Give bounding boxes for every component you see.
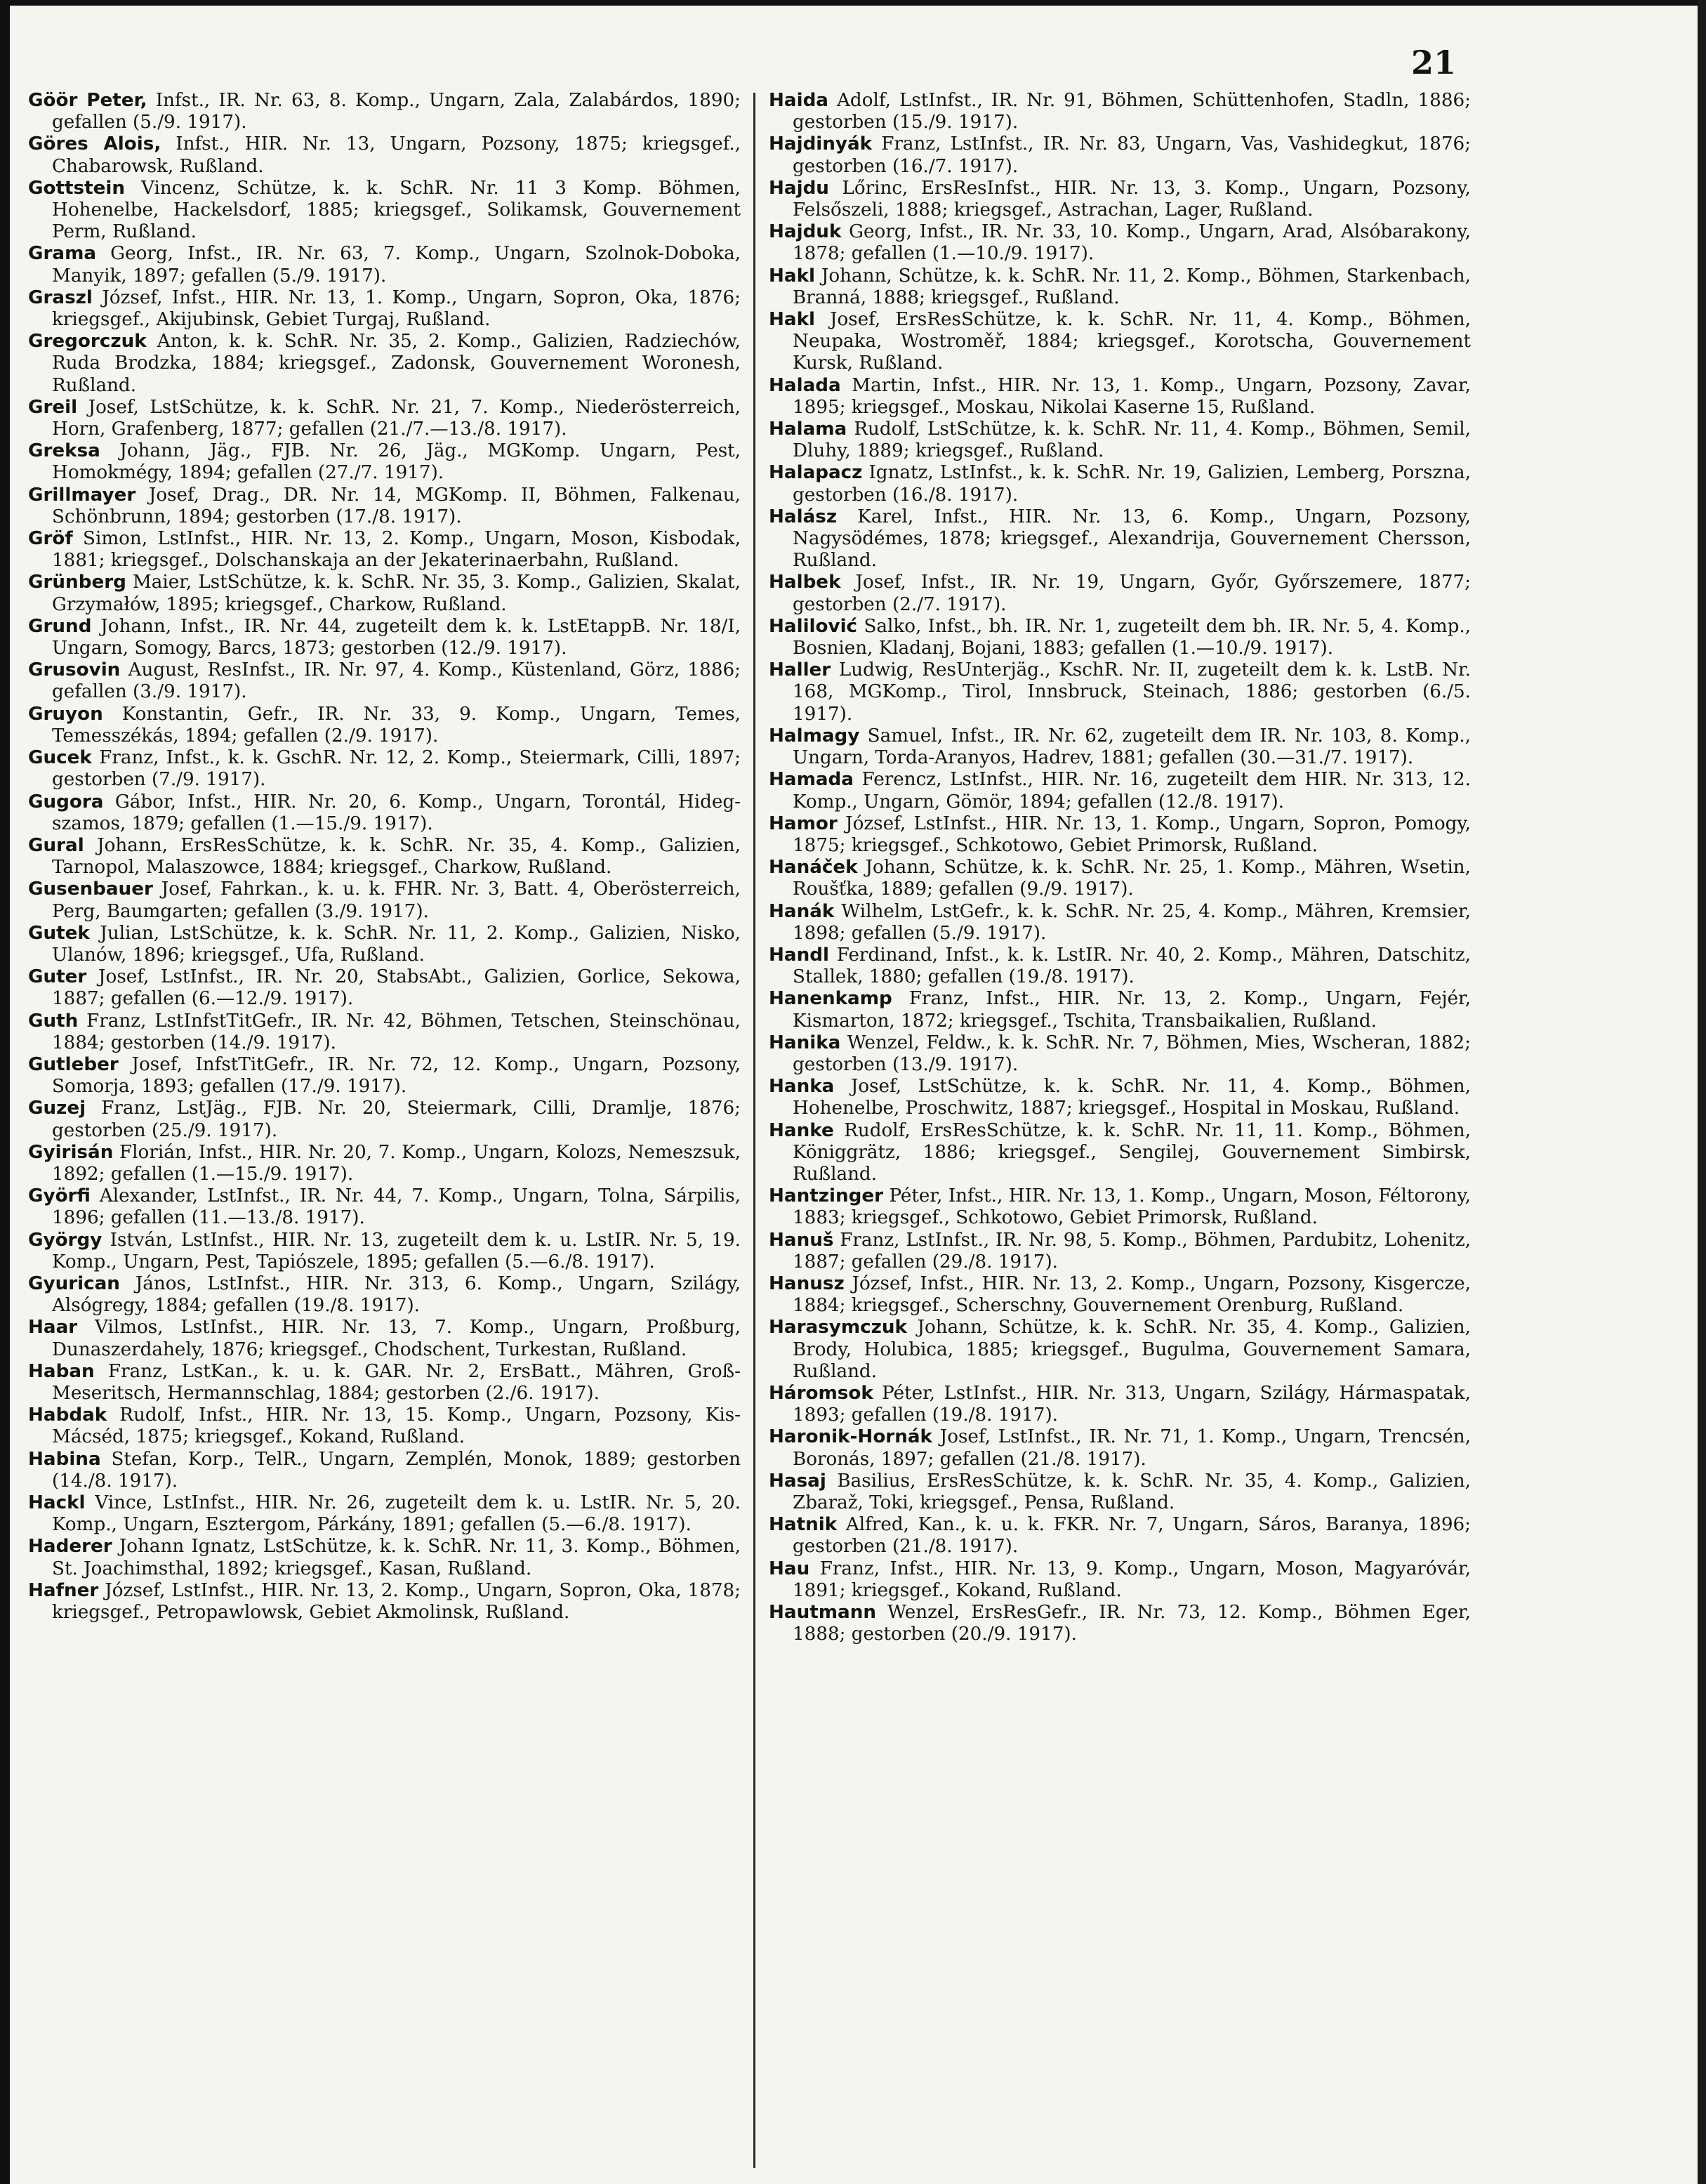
entry-name: Harasymczuk bbox=[769, 1317, 907, 1338]
casualty-entry bbox=[28, 178, 741, 244]
casualty-entry bbox=[769, 1471, 1471, 1514]
casualty-entry bbox=[769, 265, 1471, 309]
entry-details: Ludwig, ResUnterjäg., KschR. Nr. II, zugeteilt dem k. k. LstB. Nr. 168, MGKomp., Tirol, Innsbruck, Steinach, 1886; gestorben (6./5. 1917). bbox=[793, 659, 1471, 725]
entry-name: Hanke bbox=[769, 1119, 834, 1141]
entry-details: József, Infst., HIR. Nr. 13, 1. Komp., Ungarn, Sopron, Oka, 1876; kriegsgef., Akijubinsk, Gebiet Turgaj, Rußland. bbox=[52, 287, 741, 331]
entry-name: Gruyon bbox=[28, 703, 103, 725]
entry-details: Josef, LstInfst., IR. Nr. 20, StabsAbt., Galizien, Gorlice, Sekowa, 1887; gefallen (6.—12./9. 1917). bbox=[52, 966, 741, 1010]
casualty-entry bbox=[769, 857, 1471, 900]
casualty-entry bbox=[28, 90, 741, 133]
casualty-entry bbox=[28, 287, 741, 331]
entry-details: Florián, Infst., HIR. Nr. 20, 7. Komp., Ungarn, Kolozs, Nemeszsuk, 1892; gefallen (1.—15./9. 1917). bbox=[52, 1141, 741, 1185]
entry-details: Vilmos, LstInfst., HIR. Nr. 13, 7. Komp., Ungarn, Proßburg, Dunaszerdahely, 1876; kriegsgef., Chodschent, Turkestan, Rußland. bbox=[52, 1317, 741, 1360]
entry-details: Alexander, LstInfst., IR. Nr. 44, 7. Komp., Ungarn, Tolna, Sárpilis, 1896; gefallen (11.—13./8. 1917). bbox=[52, 1185, 741, 1229]
casualty-entry bbox=[769, 725, 1471, 769]
entry-name: Hakl bbox=[769, 265, 815, 287]
entry-details: Rudolf, ErsResSchütze, k. k. SchR. Nr. 11, 11. Komp., Böhmen, Königgrätz, 1886; kriegsgef., Sengilej, Gouvernement Simbirsk, Rußland. bbox=[793, 1119, 1471, 1185]
entry-details: Ferdinand, Infst., k. k. LstIR. Nr. 40, 2. Komp., Mähren, Datschitz, Stallek, 1880; gefallen (19./8. 1917). bbox=[793, 944, 1471, 988]
casualty-entry bbox=[28, 440, 741, 484]
casualty-entry bbox=[769, 1032, 1471, 1076]
entry-details: Josef, LstSchütze, k. k. SchR. Nr. 21, 7. Komp., Niederösterreich, Horn, Grafenberg, 1877; gefallen (21./7.—13./8. 1917). bbox=[52, 396, 741, 440]
entry-details: Johann Ignatz, LstSchütze, k. k. SchR. Nr. 11, 3. Komp., Böhmen, St. Joachimsthal, 1892; kriegsgef., Kasan, Rußland. bbox=[52, 1536, 741, 1579]
entry-name: Hau bbox=[769, 1558, 810, 1579]
casualty-entry bbox=[769, 133, 1471, 177]
entry-name: Halász bbox=[769, 506, 838, 527]
entry-details: József, LstInfst., HIR. Nr. 13, 1. Komp., Ungarn, Sopron, Pomogy, 1875; kriegsgef., Schkotowo, Gebiet Primorsk, Rußland. bbox=[793, 813, 1471, 856]
right-column bbox=[769, 90, 1471, 2169]
casualty-entry bbox=[769, 462, 1471, 506]
entry-name: Grusovin bbox=[28, 659, 121, 681]
entry-name: Hafner bbox=[28, 1579, 99, 1601]
casualty-entry bbox=[28, 1405, 741, 1448]
casualty-entry bbox=[769, 813, 1471, 857]
entry-details: János, LstInfst., HIR. Nr. 313, 6. Komp., Ungarn, Szilágy, Alsógregy, 1884; gefallen (19./8. 1917). bbox=[52, 1272, 741, 1317]
entry-details: Ignatz, LstInfst., k. k. SchR. Nr. 19, Galizien, Lemberg, Porszna, gestorben (16./8. 1917). bbox=[793, 462, 1471, 506]
entry-details: Ferencz, LstInfst., HIR. Nr. 16, zugeteilt dem HIR. Nr. 313, 12. Komp., Ungarn, Gömör, 1894; gefallen (12./8. 1917). bbox=[793, 769, 1471, 813]
entry-name: Gregorczuk bbox=[28, 331, 147, 353]
entry-details: Franz, LstInfst., IR. Nr. 98, 5. Komp., Böhmen, Pardubitz, Lohenitz, 1887; gefallen (29./8. 1917). bbox=[793, 1229, 1471, 1272]
casualty-entry bbox=[28, 572, 741, 615]
entry-name: Hakl bbox=[769, 309, 815, 331]
entry-name: Halada bbox=[769, 374, 841, 396]
casualty-entry bbox=[769, 419, 1471, 462]
entry-name: Haronik-Hornák bbox=[769, 1426, 932, 1448]
entry-details: Infst., HIR. Nr. 13, Ungarn, Pozsony, 1875; kriegsgef., Chabarowsk, Rußland. bbox=[52, 133, 741, 177]
casualty-entry bbox=[769, 769, 1471, 813]
entry-name: Habdak bbox=[28, 1405, 107, 1426]
entry-name: Hanenkamp bbox=[769, 988, 892, 1010]
entry-name: Háromsok bbox=[769, 1382, 873, 1404]
entry-name: Hautmann bbox=[769, 1602, 876, 1624]
entry-name: Haller bbox=[769, 659, 831, 681]
entry-name: Haderer bbox=[28, 1536, 112, 1558]
casualty-entry bbox=[28, 966, 741, 1010]
casualty-entry bbox=[28, 397, 741, 440]
entry-details: Josef, LstInfst., IR. Nr. 71, 1. Komp., Ungarn, Trencsén, Boronás, 1897; gefallen (21./8. 1917). bbox=[793, 1426, 1471, 1470]
entry-details: Lőrinc, ErsResInfst., HIR. Nr. 13, 3. Komp., Ungarn, Pozsony, Felsőszeli, 1888; kriegsgef., Astrachan, Lager, Rußland. bbox=[793, 177, 1471, 221]
casualty-entry bbox=[28, 485, 741, 528]
entry-name: Gucek bbox=[28, 747, 92, 769]
entry-name: Gyirisán bbox=[28, 1141, 114, 1163]
entry-details: Vincenz, Schütze, k. k. SchR. Nr. 11 3 Komp. Böhmen, Hohenelbe, Hackelsdorf, 1885; kriegsgef., Solikamsk, Gouvernement Perm, Rußland. bbox=[52, 177, 741, 243]
entry-name: Halilović bbox=[769, 615, 858, 637]
casualty-entry bbox=[769, 1426, 1471, 1470]
casualty-entry bbox=[28, 879, 741, 922]
entry-details: Franz, LstInfstTitGefr., IR. Nr. 42, Böhmen, Tetschen, Steinschönau, 1884; gestorben (14./9. 1917). bbox=[52, 1010, 741, 1053]
entry-details: Josef, Infst., IR. Nr. 19, Ungarn, Győr, Győrszemere, 1877; gestorben (2./7. 1917). bbox=[793, 572, 1471, 615]
entry-details: Josef, Drag., DR. Nr. 14, MGKomp. II, Böhmen, Falkenau, Schönbrunn, 1894; gestorben (17./8. 1917). bbox=[52, 484, 741, 527]
casualty-entry bbox=[28, 1449, 741, 1492]
entry-name: Hanák bbox=[769, 900, 835, 922]
entry-details: Gábor, Infst., HIR. Nr. 20, 6. Komp., Ungarn, Torontál, Hidegszamos, 1879; gefallen (1.—15./9. 1917). bbox=[52, 791, 741, 834]
casualty-entry bbox=[769, 572, 1471, 615]
entry-details: Franz, Infst., k. k. GschR. Nr. 12, 2. Komp., Steiermark, Cilli, 1897; gestorben (7./9. 1917). bbox=[52, 747, 741, 791]
entry-name: Hanusz bbox=[769, 1272, 845, 1294]
entry-details: Martin, Infst., HIR. Nr. 13, 1. Komp., Ungarn, Pozsony, Zavar, 1895; kriegsgef., Moskau, Nikolai Kaserne 15, Rußland. bbox=[793, 374, 1471, 418]
casualty-entry bbox=[769, 1185, 1471, 1229]
scan-edge-top bbox=[0, 0, 1706, 6]
casualty-entry bbox=[769, 1120, 1471, 1186]
entry-name: Halbek bbox=[769, 572, 841, 593]
entry-name: Haar bbox=[28, 1317, 78, 1338]
casualty-entry bbox=[769, 506, 1471, 572]
entry-details: Rudolf, Infst., HIR. Nr. 13, 15. Komp., Ungarn, Pozsony, Kis-Mácséd, 1875; kriegsgef., Kokand, Rußland. bbox=[52, 1405, 741, 1448]
entry-name: Hanika bbox=[769, 1032, 841, 1053]
entry-details: Franz, LstKan., k. u. k. GAR. Nr. 2, ErsBatt., Mähren, Groß-Meseritsch, Hermannschlag, 1884; gestorben (2./6. 1917). bbox=[52, 1360, 741, 1404]
casualty-entry bbox=[769, 1558, 1471, 1602]
scan-edge-right bbox=[1698, 0, 1706, 2184]
entry-details: Simon, LstInfst., HIR. Nr. 13, 2. Komp., Ungarn, Moson, Kisbodak, 1881; kriegsgef., Dolschanskaja an der Jekaterinaerbahn, Rußland. bbox=[52, 528, 741, 572]
entry-details: Josef, ErsResSchütze, k. k. SchR. Nr. 11, 4. Komp., Böhmen, Neupaka, Wostroměř, 1884; kriegsgef., Korotscha, Gouvernement Kursk, Rußland. bbox=[793, 309, 1471, 374]
entry-name: Haban bbox=[28, 1360, 95, 1382]
casualty-entry bbox=[28, 1273, 741, 1317]
entry-details: Wenzel, ErsResGefr., IR. Nr. 73, 12. Komp., Böhmen Eger, 1888; gestorben (20./9. 1917). bbox=[793, 1602, 1471, 1645]
casualty-entry bbox=[28, 1054, 741, 1098]
entry-name: Gröf bbox=[28, 528, 73, 550]
entry-name: Guth bbox=[28, 1010, 79, 1032]
casualty-entry bbox=[28, 1011, 741, 1054]
casualty-entry bbox=[28, 747, 741, 791]
entry-details: Johann, Jäg., FJB. Nr. 26, Jäg., MGKomp. Ungarn, Pest, Homokmégy, 1894; gefallen (27./7. 1917). bbox=[52, 440, 741, 484]
entry-name: Halapacz bbox=[769, 462, 863, 484]
casualty-entry bbox=[28, 1580, 741, 1624]
entry-details: Josef, InfstTitGefr., IR. Nr. 72, 12. Komp., Ungarn, Pozsony, Somorja, 1893; gefallen (17./9. 1917). bbox=[52, 1053, 741, 1098]
entry-details: Stefan, Korp., TelR., Ungarn, Zemplén, Monok, 1889; gestorben (14./8. 1917). bbox=[52, 1448, 741, 1492]
entry-name: Gural bbox=[28, 834, 84, 856]
casualty-entry bbox=[769, 1273, 1471, 1317]
entry-name: Hajdinyák bbox=[769, 133, 873, 155]
entry-name: Hatnik bbox=[769, 1514, 838, 1536]
entry-name: Hasaj bbox=[769, 1470, 826, 1492]
entry-name: Guter bbox=[28, 966, 87, 988]
entry-name: Graszl bbox=[28, 287, 93, 308]
entry-name: Hanáček bbox=[769, 857, 858, 879]
entry-details: Johann, Infst., IR. Nr. 44, zugeteilt dem k. k. LstEtappB. Nr. 18/I, Ungarn, Somogy, Barcs, 1873; gestorben (12./9. 1917). bbox=[52, 615, 741, 659]
entry-details: József, Infst., HIR. Nr. 13, 2. Komp., Ungarn, Pozsony, Kisgercze, 1884; kriegsgef., Scherschny, Gouvernement Orenburg, Rußland. bbox=[793, 1272, 1471, 1317]
entry-details: Johann, Schütze, k. k. SchR. Nr. 35, 4. Komp., Galizien, Brody, Holubica, 1885; kriegsgef., Bugulma, Gouvernement Samara, Rußland. bbox=[793, 1317, 1471, 1382]
entry-name: Gutleber bbox=[28, 1053, 119, 1075]
entry-name: Haida bbox=[769, 90, 828, 111]
casualty-entry bbox=[28, 1317, 741, 1360]
casualty-entry bbox=[769, 1514, 1471, 1558]
casualty-entry bbox=[769, 1230, 1471, 1273]
entry-name: Hackl bbox=[28, 1492, 86, 1513]
entry-details: István, LstInfst., HIR. Nr. 13, zugeteilt dem k. u. LstIR. Nr. 5, 19. Komp., Ungarn, Pest, Tapiószele, 1895; gefallen (5.—6./8. 1917). bbox=[52, 1229, 741, 1272]
entry-name: Gugora bbox=[28, 791, 104, 813]
casualty-entry bbox=[28, 1230, 741, 1273]
entry-details: Georg, Infst., IR. Nr. 63, 7. Komp., Ungarn, Szolnok-Doboka, Manyik, 1897; gefallen (5./9. 1917). bbox=[52, 243, 741, 287]
casualty-entry bbox=[28, 835, 741, 879]
entry-name: Grama bbox=[28, 243, 97, 265]
entry-name: Gusenbauer bbox=[28, 879, 153, 900]
entry-details: Franz, Infst., HIR. Nr. 13, 9. Komp., Ungarn, Moson, Magyaróvár, 1891; kriegsgef., Kokand, Rußland. bbox=[793, 1558, 1471, 1601]
left-column bbox=[28, 90, 741, 2169]
casualty-entry bbox=[769, 988, 1471, 1032]
entry-name: Hajduk bbox=[769, 221, 842, 243]
entry-name: Gutek bbox=[28, 922, 90, 944]
casualty-entry bbox=[28, 791, 741, 835]
casualty-entry bbox=[769, 945, 1471, 988]
entry-details: Johann, ErsResSchütze, k. k. SchR. Nr. 35, 4. Komp., Galizien, Tarnopol, Malaszowce, 1884; kriegsgef., Charkow, Rußland. bbox=[52, 834, 741, 879]
entry-name: Gyurican bbox=[28, 1272, 120, 1294]
entry-details: Vince, LstInfst., HIR. Nr. 26, zugeteilt dem k. u. LstIR. Nr. 5, 20. Komp., Ungarn, Esztergom, Párkány, 1891; gefallen (5.—6./8. 1917). bbox=[52, 1492, 741, 1536]
column-divider bbox=[753, 93, 755, 2168]
casualty-entry bbox=[28, 1098, 741, 1141]
casualty-entry bbox=[28, 923, 741, 966]
entry-name: György bbox=[28, 1229, 103, 1251]
entry-name: Grillmayer bbox=[28, 484, 136, 506]
entry-name: Grünberg bbox=[28, 572, 126, 593]
entry-name: Hantzinger bbox=[769, 1185, 884, 1207]
entry-name: Halama bbox=[769, 419, 847, 440]
entry-details: Péter, LstInfst., HIR. Nr. 313, Ungarn, Szilágy, Hármaspatak, 1893; gefallen (19./8. 1917). bbox=[793, 1382, 1471, 1426]
page-number: 21 bbox=[1411, 44, 1457, 81]
casualty-entry bbox=[28, 1536, 741, 1579]
entry-details: Franz, Infst., HIR. Nr. 13, 2. Komp., Ungarn, Fejér, Kismarton, 1872; kriegsgef., Tschita, Transbaikalien, Rußland. bbox=[793, 988, 1471, 1032]
entry-name: Hanuš bbox=[769, 1229, 834, 1251]
casualty-entry bbox=[769, 659, 1471, 725]
casualty-entry bbox=[769, 309, 1471, 375]
entry-name: Göres Alois, bbox=[28, 133, 161, 155]
entry-details: Wilhelm, LstGefr., k. k. SchR. Nr. 25, 4. Komp., Mähren, Kremsier, 1898; gefallen (5./9. 1917). bbox=[793, 900, 1471, 944]
entry-details: Alfred, Kan., k. u. k. FKR. Nr. 7, Ungarn, Sáros, Baranya, 1896; gestorben (21./8. 1917). bbox=[793, 1514, 1471, 1558]
entry-name: Hamada bbox=[769, 769, 854, 791]
entry-details: Josef, LstSchütze, k. k. SchR. Nr. 11, 4. Komp., Böhmen, Hohenelbe, Proschwitz, 1887; kriegsgef., Hospital in Moskau, Rußland. bbox=[793, 1076, 1471, 1119]
entry-name: Göör Peter, bbox=[28, 90, 147, 111]
casualty-entry bbox=[769, 1602, 1471, 1645]
entry-details: Johann, Schütze, k. k. SchR. Nr. 11, 2. Komp., Böhmen, Starkenbach, Branná, 1888; kriegsgef., Rußland. bbox=[793, 265, 1471, 308]
entry-details: Anton, k. k. SchR. Nr. 35, 2. Komp., Galizien, Radziechów, Ruda Brodzka, 1884; kriegsgef., Zadonsk, Gouvernement Woronesh, Rußland. bbox=[52, 331, 741, 396]
entry-name: Greksa bbox=[28, 440, 100, 462]
scan-edge-left bbox=[0, 0, 10, 2184]
entry-details: Julian, LstSchütze, k. k. SchR. Nr. 11, 2. Komp., Galizien, Nisko, Ulanów, 1896; kriegsgef., Ufa, Rußland. bbox=[52, 922, 741, 966]
casualty-entry bbox=[28, 133, 741, 177]
entry-name: Hanka bbox=[769, 1076, 835, 1098]
entry-name: Guzej bbox=[28, 1098, 86, 1119]
casualty-entry bbox=[28, 659, 741, 703]
entry-details: Josef, Fahrkan., k. u. k. FHR. Nr. 3, Batt. 4, Oberösterreich, Perg, Baumgarten; gefallen (3./9. 1917). bbox=[52, 879, 741, 922]
entry-name: Hamor bbox=[769, 813, 838, 834]
casualty-entry bbox=[28, 1492, 741, 1536]
entry-details: Péter, Infst., HIR. Nr. 13, 1. Komp., Ungarn, Moson, Féltorony, 1883; kriegsgef., Schkotowo, Gebiet Primorsk, Rußland. bbox=[793, 1185, 1471, 1229]
casualty-entry bbox=[28, 331, 741, 397]
casualty-entry bbox=[28, 616, 741, 659]
entry-details: Salko, Infst., bh. IR. Nr. 1, zugeteilt dem bh. IR. Nr. 5, 4. Komp., Bosnien, Kladanj, Bojani, 1883; gefallen (1.—10./9. 1917). bbox=[793, 615, 1471, 659]
entry-details: Franz, LstJäg., FJB. Nr. 20, Steiermark, Cilli, Dramlje, 1876; gestorben (25./9. 1917). bbox=[52, 1098, 741, 1141]
entry-details: August, ResInfst., IR. Nr. 97, 4. Komp., Küstenland, Görz, 1886; gefallen (3./9. 1917). bbox=[52, 659, 741, 703]
entry-name: Greil bbox=[28, 396, 78, 418]
entry-name: Halmagy bbox=[769, 725, 860, 746]
casualty-entry bbox=[769, 178, 1471, 221]
entry-name: Grund bbox=[28, 615, 92, 637]
casualty-entry bbox=[28, 1142, 741, 1185]
casualty-entry bbox=[28, 1185, 741, 1229]
casualty-entry bbox=[769, 1076, 1471, 1119]
entry-name: Handl bbox=[769, 944, 829, 966]
entry-details: Konstantin, Gefr., IR. Nr. 33, 9. Komp., Ungarn, Temes, Temesszékás, 1894; gefallen (2./9. 1917). bbox=[52, 703, 741, 746]
casualty-entry bbox=[28, 704, 741, 747]
entry-details: Karel, Infst., HIR. Nr. 13, 6. Komp., Ungarn, Pozsony, Nagysödémes, 1878; kriegsgef., Alexandrija, Gouvernement Chersson, Rußland. bbox=[793, 506, 1471, 572]
entry-name: Hajdu bbox=[769, 177, 829, 199]
casualty-entry bbox=[769, 616, 1471, 659]
casualty-entry bbox=[769, 221, 1471, 265]
entry-details: Johann, Schütze, k. k. SchR. Nr. 25, 1. Komp., Mähren, Wsetin, Roušťka, 1889; gefallen (9./9. 1917). bbox=[793, 857, 1471, 900]
entry-details: Georg, Infst., IR. Nr. 33, 10. Komp., Ungarn, Arad, Alsóbarakony, 1878; gefallen (1.—10./9. 1917). bbox=[793, 221, 1471, 265]
entry-name: Györfi bbox=[28, 1185, 91, 1207]
entry-name: Habina bbox=[28, 1448, 101, 1470]
entry-details: Wenzel, Feldw., k. k. SchR. Nr. 7, Böhmen, Mies, Wscheran, 1882; gestorben (13./9. 1917). bbox=[793, 1032, 1471, 1075]
entry-details: József, LstInfst., HIR. Nr. 13, 2. Komp., Ungarn, Sopron, Oka, 1878; kriegsgef., Petropawlowsk, Gebiet Akmolinsk, Rußland. bbox=[52, 1579, 741, 1624]
entry-details: Samuel, Infst., IR. Nr. 62, zugeteilt dem IR. Nr. 103, 8. Komp., Ungarn, Torda-Aranyos, Hadrev, 1881; gefallen (30.—31./7. 1917). bbox=[793, 725, 1471, 769]
casualty-entry bbox=[28, 1361, 741, 1405]
casualty-entry bbox=[28, 243, 741, 287]
entry-details: Maier, LstSchütze, k. k. SchR. Nr. 35, 3. Komp., Galizien, Skalat, Grzymałów, 1895; kriegsgef., Charkow, Rußland. bbox=[52, 572, 741, 615]
entry-details: Adolf, LstInfst., IR. Nr. 91, Böhmen, Schüttenhofen, Stadln, 1886; gestorben (15./9. 1917). bbox=[793, 90, 1471, 133]
entry-details: Franz, LstInfst., IR. Nr. 83, Ungarn, Vas, Vashidegkut, 1876; gestorben (16./7. 1917). bbox=[793, 133, 1471, 177]
entry-name: Gottstein bbox=[28, 177, 126, 199]
entry-details: Rudolf, LstSchütze, k. k. SchR. Nr. 11, 4. Komp., Böhmen, Semil, Dluhy, 1889; kriegsgef., Rußland. bbox=[793, 419, 1471, 462]
casualty-entry bbox=[769, 90, 1471, 133]
casualty-entry bbox=[769, 375, 1471, 419]
casualty-entry bbox=[28, 528, 741, 572]
casualty-entry bbox=[769, 901, 1471, 945]
entry-details: Infst., IR. Nr. 63, 8. Komp., Ungarn, Zala, Zalabárdos, 1890; gefallen (5./9. 1917). bbox=[52, 90, 741, 133]
casualty-entry bbox=[769, 1383, 1471, 1426]
entry-details: Basilius, ErsResSchütze, k. k. SchR. Nr. 35, 4. Komp., Galizien, Zbaraž, Toki, kriegsgef., Pensa, Rußland. bbox=[793, 1470, 1471, 1513]
casualty-entry bbox=[769, 1317, 1471, 1383]
